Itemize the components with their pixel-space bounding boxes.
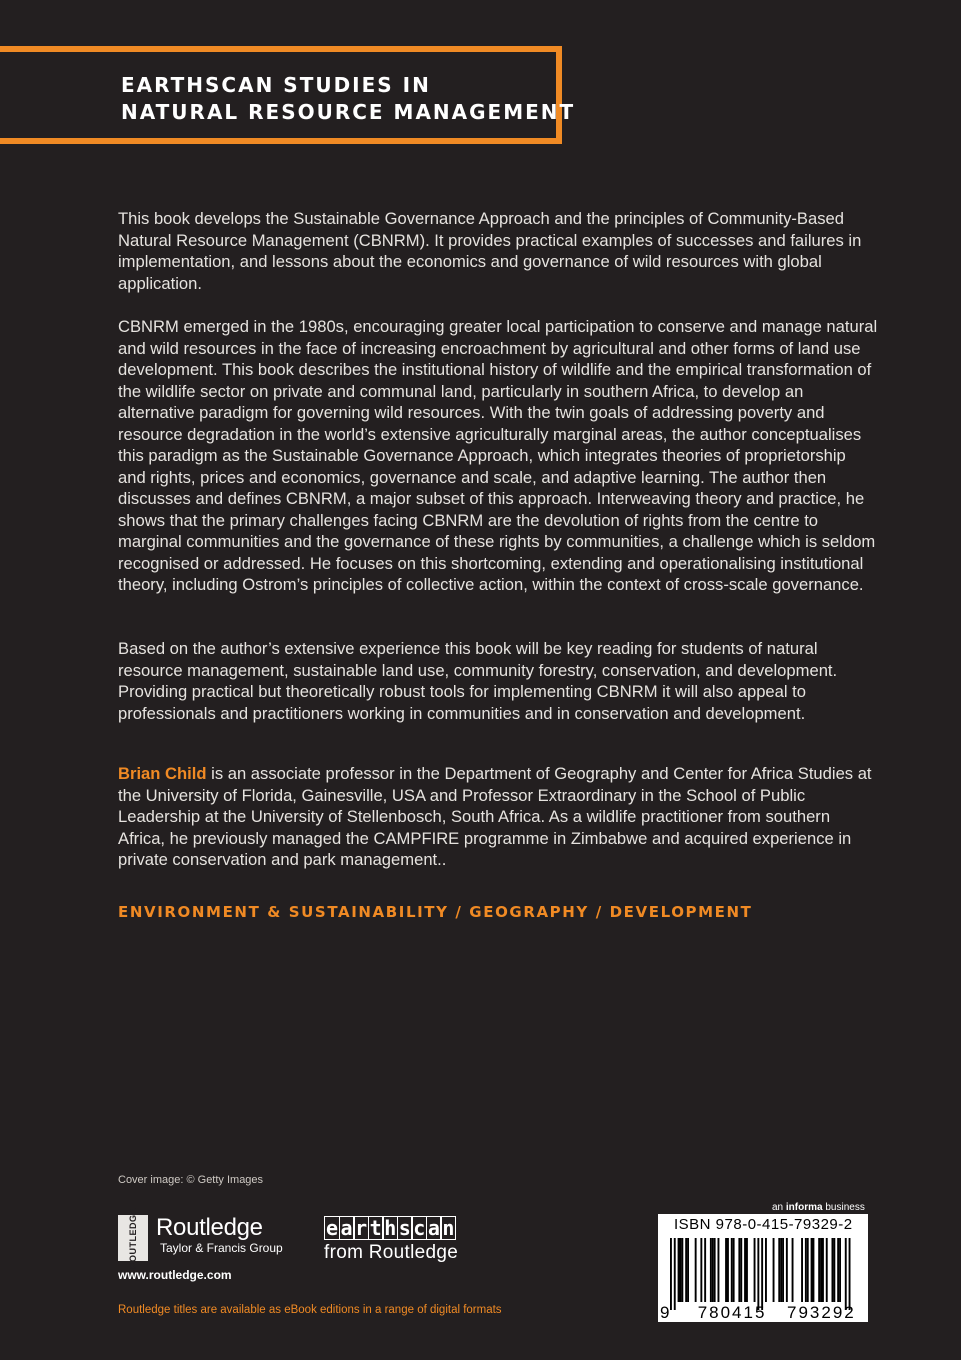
barcode-digits: 780415 [697, 1303, 767, 1322]
earthscan-wordmark [324, 1216, 458, 1240]
author-bio [118, 763, 878, 871]
barcode-bar [826, 1238, 828, 1302]
subject-categories: ENVIRONMENT & SUSTAINABILITY / GEOGRAPHY / DEVELOPMENT [118, 903, 753, 921]
barcode-bar [773, 1238, 775, 1302]
barcode-bar [738, 1238, 740, 1302]
barcode-bar [674, 1238, 676, 1310]
barcode-bar [837, 1238, 839, 1302]
barcode-bar [718, 1238, 720, 1302]
barcode-bar [700, 1238, 702, 1302]
informa-tagline [772, 1202, 865, 1213]
barcode-bar [714, 1238, 716, 1302]
barcode-bar [710, 1238, 712, 1302]
barcode-bar [849, 1238, 851, 1310]
barcode-bar [805, 1238, 807, 1302]
author-bio-text: is an associate professor in the Department of Geography and Center for Africa Studies at the University of Florida, Gainesville, USA and Professor Extraordinary in the School of Public Leadership at the University of Stellenbosch, South Africa. As a wildlife practitioner from southern Africa, he previously managed the CAMPFIRE programme in Zimbabwe and acquired experience in private conservation and park management.. [118, 764, 872, 869]
informa-brand: informa [785, 1202, 823, 1213]
barcode-bar [733, 1238, 735, 1302]
cover-image-credit: Cover image: © Getty Images [118, 1174, 264, 1186]
barcode-bar [731, 1238, 733, 1302]
barcode-bar [807, 1238, 809, 1302]
informa-suffix: business [822, 1202, 865, 1213]
barcode-bar [744, 1238, 746, 1302]
barcode-digits: 9 [660, 1303, 672, 1322]
barcode-bar [778, 1238, 780, 1302]
barcode-bar [704, 1238, 706, 1302]
publisher-url[interactable]: www.routledge.com [118, 1268, 232, 1282]
blurb-paragraph-1: This book develops the Sustainable Governance Approach and the principles of Community-Based Natural Resource Management (CBNRM). It provides practical examples of successes and failures in implementation, and lessons about the economics and governance of wild resources with global application. [118, 209, 862, 293]
barcode-bar [725, 1238, 727, 1302]
earthscan-logo [324, 1216, 458, 1264]
barcode-bar [678, 1238, 680, 1302]
barcode-bar [833, 1238, 835, 1302]
author-name: Brian Child [118, 764, 207, 783]
barcode-digits: 793292 [787, 1303, 856, 1322]
routledge-emblem-icon [118, 1207, 148, 1269]
barcode-bar [712, 1238, 714, 1302]
barcode-bar [685, 1238, 687, 1302]
earthscan-letter: c [413, 1216, 426, 1240]
barcode-bar [782, 1238, 784, 1302]
ebook-availability-note: Routledge titles are available as eBook editions in a range of digital formats [118, 1304, 502, 1316]
barcode-bar [811, 1238, 813, 1302]
series-title-line-2: NATURAL RESOURCE MANAGEMENT [121, 100, 576, 124]
barcode-bar [765, 1238, 767, 1302]
barcode-bar [740, 1238, 742, 1302]
publisher-group: Taylor & Francis Group [160, 1241, 283, 1255]
series-title-line-1: EARTHSCAN STUDIES IN [121, 73, 431, 97]
barcode-bar [839, 1238, 841, 1302]
barcode-bar [813, 1238, 815, 1302]
series-title [121, 72, 575, 126]
barcode-bar [761, 1238, 763, 1310]
blurb-paragraph-3: Based on the author’s extensive experience this book will be key reading for students of natural resource management, sustainable land use, community forestry, conservation, and development. Providing practical but theoretically robust tools for implementing CBNRM it will also appeal to professionals and practitioners working in communities and in conservation and development. [118, 639, 838, 723]
barcode-bar [680, 1238, 682, 1302]
barcode-bar [687, 1238, 689, 1302]
barcode-bar [792, 1238, 794, 1302]
routledge-emblem-text: ROUTLEDGE [128, 1207, 138, 1269]
barcode-bar [786, 1238, 788, 1302]
earthscan-letter: e [326, 1216, 339, 1240]
barcode-bar [780, 1238, 782, 1302]
barcode-bar [818, 1238, 820, 1302]
isbn-label: ISBN 978-0-415-79329-2 [674, 1216, 853, 1233]
barcode-bar [695, 1238, 697, 1302]
blurb-paragraph-2: CBNRM emerged in the 1980s, encouraging greater local participation to conserve and manage natural and wild resources in the face of increasing encroachment by agricultural and other forms of land use development. This book describes the institutional history of wildlife and the empirical transformation of the wildlife sector on private and communal land, particularly in southern Africa, to develop an alternative paradigm for governing wild resources. With the twin goals of addressing poverty and resource degradation in the world’s extensive agriculturally marginal areas, the author conceptualises this paradigm as the Sustainable Governance Approach, which integrates theories of proprietorship and rights, prices and economics, governance and scale, and adaptive learning. The author then discusses and defines CBNRM, a major subset of this approach. Interweaving theory and practice, he shows that the primary challenges facing CBNRM are the devolution of rights from the centre to marginal communities and the governance of these rights by communities, a challenge which is seldom recognised or addressed. He focuses on this shortcoming, extending and operationalising institutional theory, including Ostrom’s principles of collective action, within the context of cross-scale governance. [118, 317, 878, 594]
barcode-bar [845, 1238, 847, 1310]
earthscan-letter: s [398, 1216, 411, 1240]
barcode-bar [727, 1238, 729, 1302]
earthscan-letter: a [427, 1216, 440, 1240]
isbn-barcode [658, 1214, 868, 1322]
earthscan-letter: r [355, 1216, 368, 1240]
earthscan-letter: h [384, 1216, 397, 1240]
earthscan-subtitle: from Routledge [324, 1242, 459, 1263]
barcode-bar [822, 1238, 824, 1302]
earthscan-letter: a [340, 1216, 353, 1240]
barcode-bar [754, 1238, 756, 1302]
barcode-bar [801, 1238, 803, 1302]
barcode-bar [681, 1238, 683, 1302]
barcode-bar [820, 1238, 822, 1302]
earthscan-letter: n [442, 1216, 455, 1240]
barcode-bar [832, 1238, 834, 1302]
barcode-bar [757, 1238, 759, 1310]
barcode-bar [746, 1238, 748, 1302]
routledge-logo [118, 1207, 283, 1269]
informa-prefix: an [772, 1202, 786, 1213]
barcode-bar [670, 1238, 672, 1310]
earthscan-letter: t [369, 1216, 382, 1240]
publisher-name: Routledge [156, 1214, 263, 1241]
